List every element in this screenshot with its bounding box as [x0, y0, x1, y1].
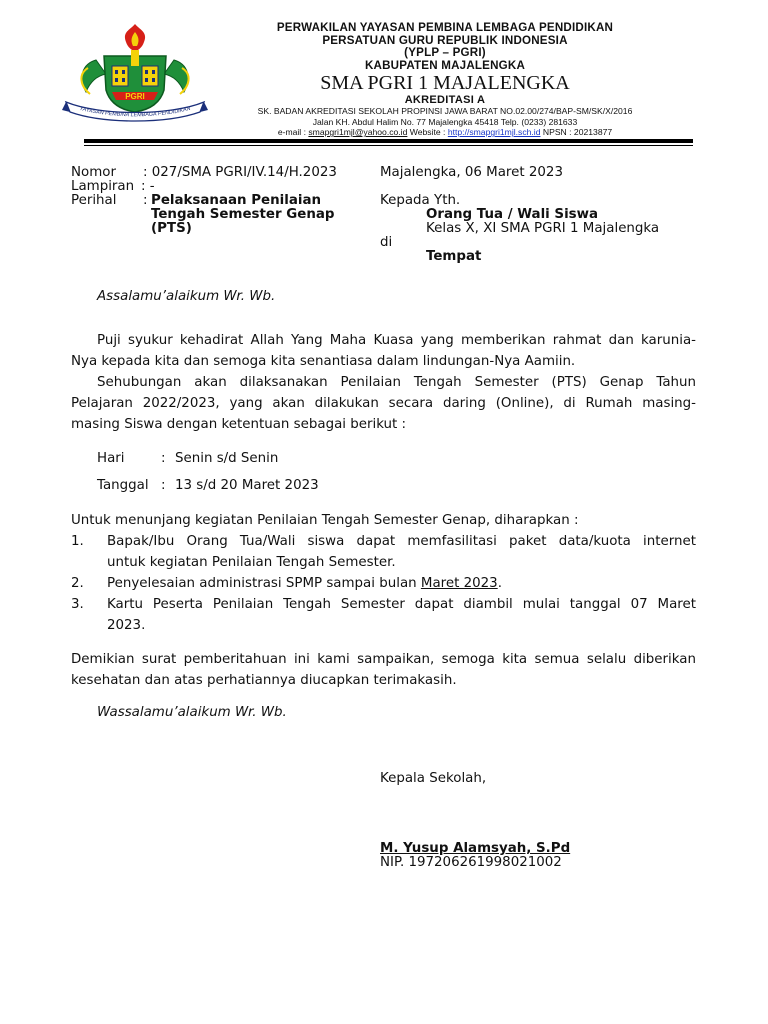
- nomor-label: Nomor: [71, 165, 116, 180]
- contact-line: [210, 127, 680, 137]
- hari-label: Hari: [97, 451, 125, 466]
- perihal-label: Perihal: [71, 193, 117, 208]
- closing-line-2: kesehatan dan atas perhatiannya diucapkan terimakasih.: [71, 673, 457, 688]
- paragraph-2-line-1: Sehubungan akan dilaksanakan Penilaian Tengah Semester (PTS) Genap Tahun: [97, 375, 696, 390]
- recipient-place: Tempat: [426, 249, 482, 264]
- email-link[interactable]: smapgri1mjl@yahoo.co.id: [308, 127, 408, 138]
- website-link[interactable]: http://smapgri1mjl.sch.id: [447, 127, 541, 138]
- school-address: Jalan KH. Abdul Halim No. 77 Majalengka 45418 Telp. (0233) 281633: [312, 116, 578, 127]
- hari-colon: :: [161, 451, 166, 466]
- tanggal-colon: :: [161, 478, 166, 493]
- recipient: Orang Tua / Wali Siswa: [426, 207, 599, 222]
- letterhead-regency: KABUPATEN MAJALENGKA: [364, 58, 526, 72]
- list-item-3-line-1: Kartu Peserta Penilaian Tengah Semester dapat diambil mulai tanggal 07 Maret: [107, 597, 696, 612]
- recipient-class: Kelas X, XI SMA PGRI 1 Majalengka: [426, 221, 660, 236]
- accreditation: AKREDITASI A: [404, 94, 486, 107]
- hari-value: Senin s/d Senin: [175, 451, 279, 466]
- list-item-3-number: 3.: [71, 597, 84, 612]
- support-intro: Untuk menunjang kegiatan Penilaian Tengah Semester Genap, diharapkan :: [71, 513, 579, 528]
- perihal-line-2: Tengah Semester Genap: [151, 207, 335, 222]
- pgri-emblem-icon: [60, 20, 210, 124]
- list-item-1-line-1: Bapak/Ibu Orang Tua/Wali siswa dapat memfasilitasi paket data/kuota internet: [107, 534, 696, 549]
- email-label: e-mail :: [277, 127, 309, 138]
- greeting: Assalamu’alaikum Wr. Wb.: [97, 289, 276, 304]
- paragraph-1-line-1: Puji syukur kehadirat Allah Yang Maha Kuasa yang memberikan rahmat dan karunia-: [97, 333, 696, 348]
- list-item-2: [107, 577, 502, 591]
- lampiran-value: : -: [141, 179, 155, 194]
- farewell: Wassalamu’alaikum Wr. Wb.: [97, 705, 287, 720]
- svg-text:PGRI: PGRI: [125, 92, 145, 101]
- svg-text:YAYASAN PEMBINA LEMBAGA PENDID: YAYASAN PEMBINA LEMBAGA PENDIDIKAN: [78, 105, 192, 119]
- paragraph-2-line-2: Pelajaran 2022/2023, yang akan dilakukan secara daring (Online), di Rumah masing-: [71, 396, 696, 411]
- tanggal-label: Tanggal: [97, 478, 149, 493]
- list-item-2-end: .: [497, 576, 502, 591]
- letter-date: Majalengka, 06 Maret 2023: [380, 165, 563, 180]
- tanggal-value: 13 s/d 20 Maret 2023: [175, 478, 319, 493]
- school-name: SMA PGRI 1 MAJALENGKA: [320, 72, 570, 95]
- letterhead-divider-thick: [84, 139, 693, 143]
- list-item-2-number: 2.: [71, 576, 84, 591]
- accreditation-decree: SK. BADAN AKREDITASI SEKOLAH PROPINSI JAWA BARAT NO.02.00/274/BAP-SM/SK/X/2016: [257, 106, 633, 117]
- school-logo: [60, 20, 210, 124]
- closing-line-1: Demikian surat pemberitahuan ini kami sampaikan, semoga kita semua selalu diberikan: [71, 652, 696, 667]
- list-item-2-text: Penyelesaian administrasi SPMP sampai bulan: [107, 576, 421, 591]
- di-label: di: [380, 235, 393, 250]
- perihal-line-1: Pelaksanaan Penilaian: [151, 193, 322, 208]
- kepada-yth: Kepada Yth.: [380, 193, 461, 208]
- signature-title: Kepala Sekolah,: [380, 771, 487, 786]
- list-item-1-line-2: untuk kegiatan Penilaian Tengah Semester.: [107, 555, 396, 570]
- list-item-2-date: Maret 2023: [420, 576, 498, 591]
- npsn: NPSN : 20213877: [540, 127, 613, 138]
- signatory-name: M. Yusup Alamsyah, S.Pd: [380, 841, 571, 856]
- signatory-nip: NIP. 197206261998021002: [380, 855, 562, 870]
- website-label: Website :: [407, 127, 448, 138]
- lampiran-label: Lampiran: [71, 179, 135, 194]
- letterhead-union: PERSATUAN GURU REPUBLIK INDONESIA: [322, 33, 568, 47]
- letterhead: [210, 22, 680, 138]
- list-item-1-number: 1.: [71, 534, 84, 549]
- letterhead-divider-thin: [84, 145, 693, 146]
- letterhead-abbrev: (YPLP – PGRI): [404, 46, 486, 60]
- paragraph-2-line-3: masing Siswa dengan ketentuan sebagai berikut :: [71, 417, 407, 432]
- perihal-colon: :: [143, 193, 148, 208]
- list-item-3-line-2: 2023.: [107, 618, 146, 633]
- perihal-line-3: (PTS): [151, 221, 192, 236]
- letterhead-foundation: PERWAKILAN YAYASAN PEMBINA LEMBAGA PENDIDIKAN: [276, 21, 614, 34]
- paragraph-1-line-2: Nya kepada kita dan semoga kita senantiasa dalam lindungan-Nya Aamiin.: [71, 354, 576, 369]
- nomor-value: : 027/SMA PGRI/IV.14/H.2023: [143, 165, 337, 180]
